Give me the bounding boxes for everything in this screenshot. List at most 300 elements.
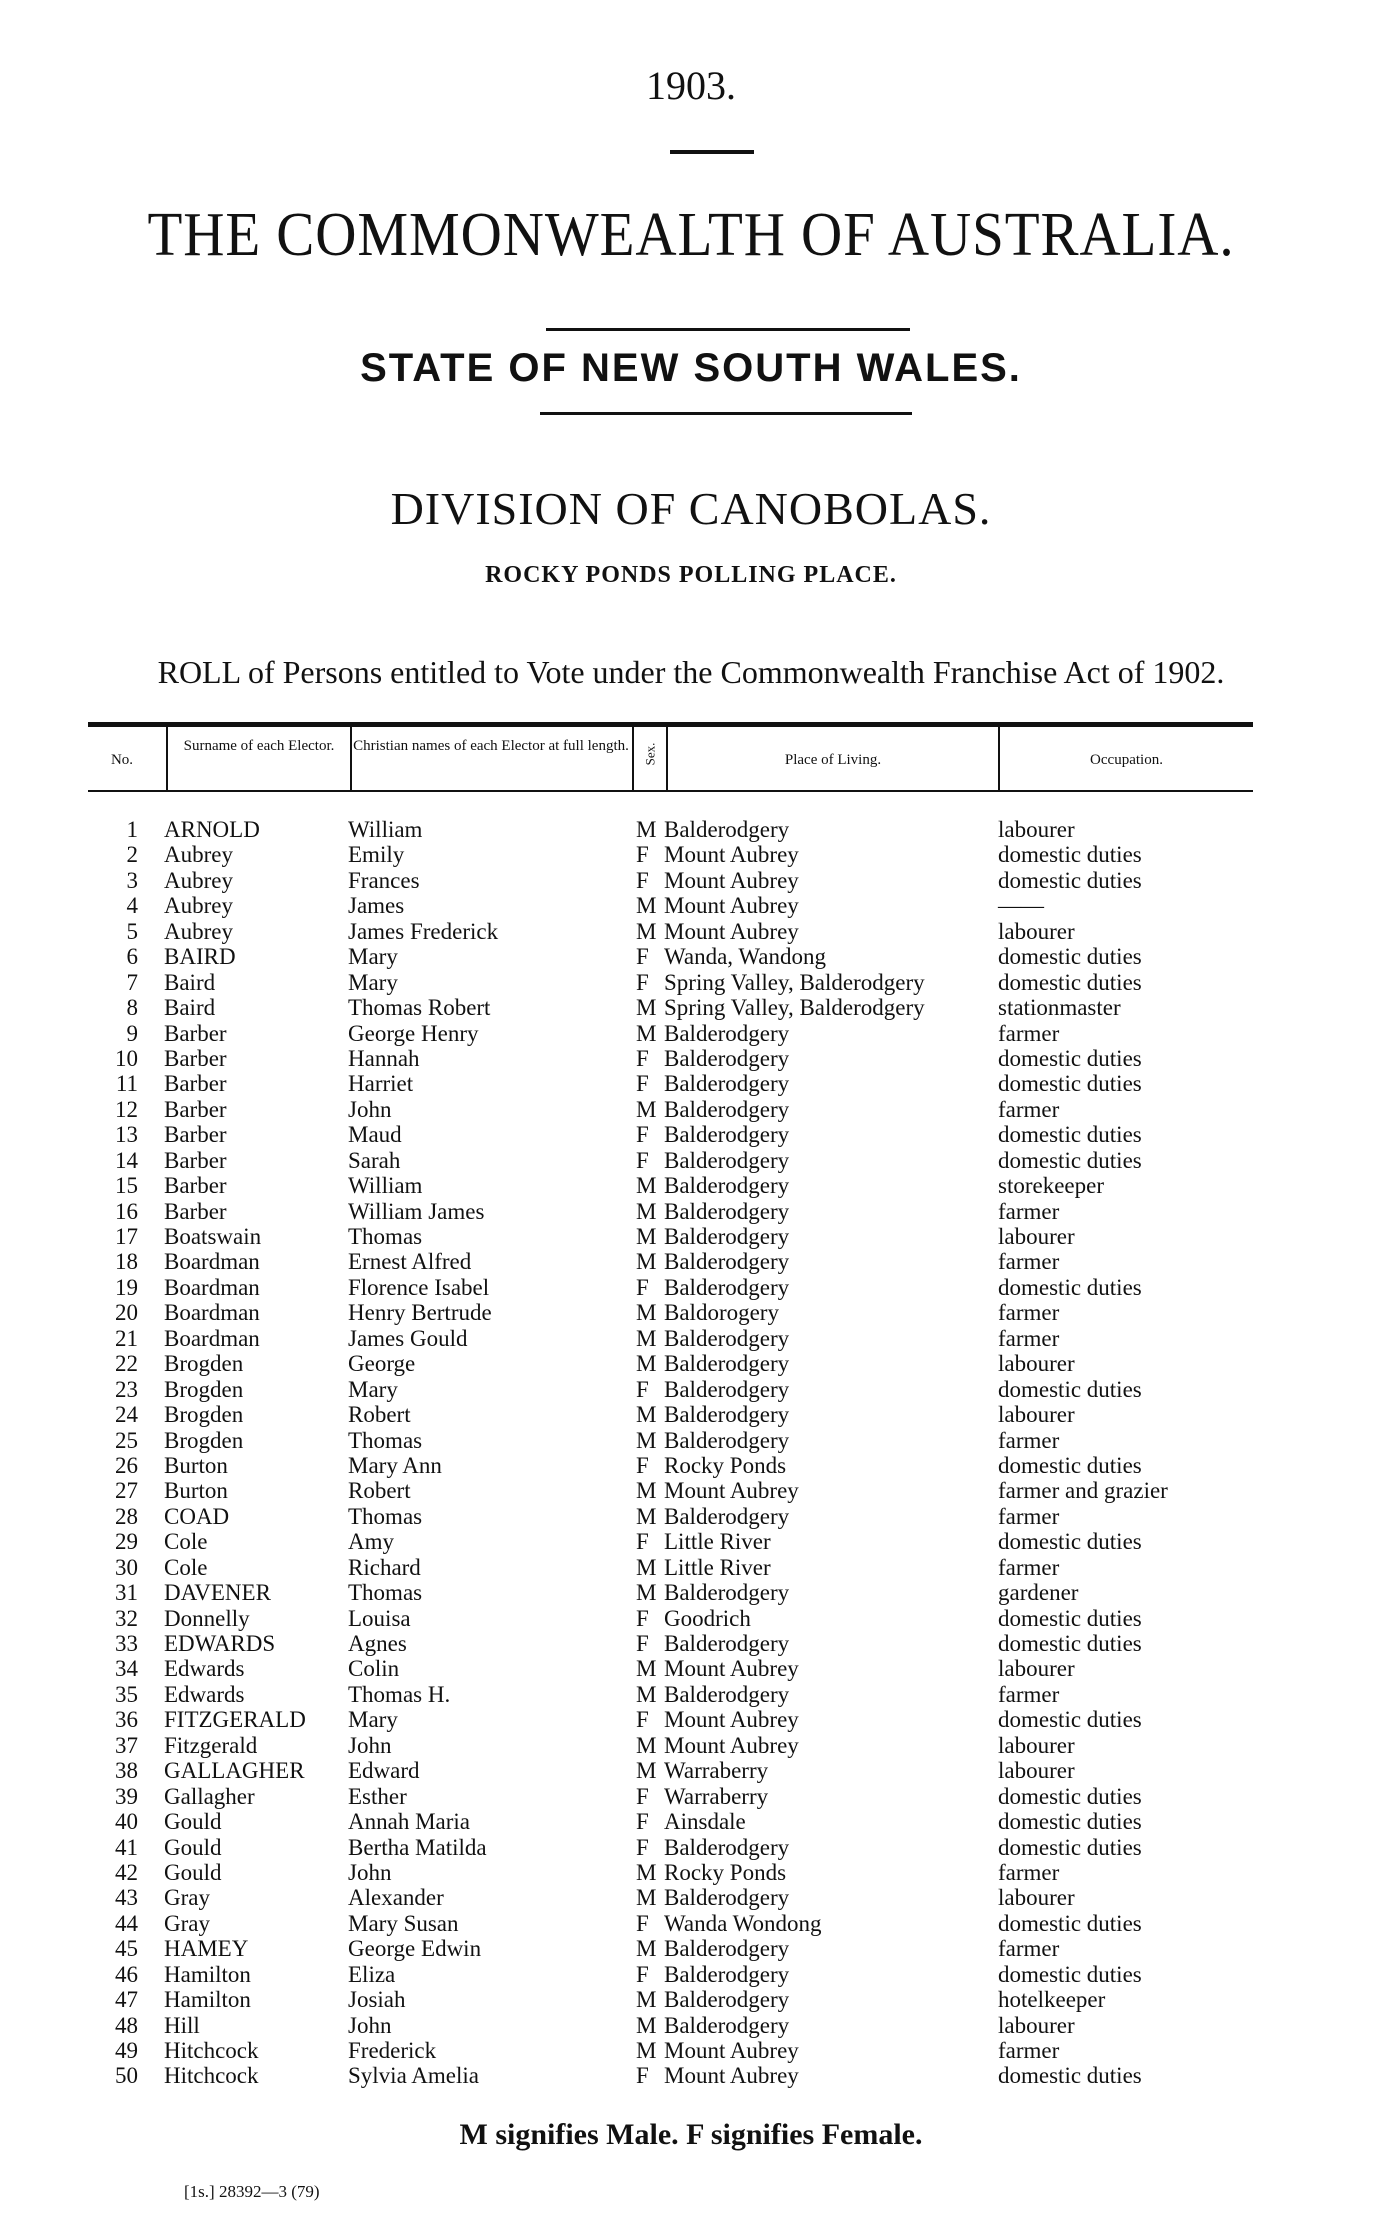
printer-imprint: [1s.] 28392—3 (79): [184, 2182, 320, 2201]
elector-place: Balderodgery: [664, 1147, 790, 1173]
elector-number: 19: [115, 1274, 138, 1300]
table-row: [0, 1784, 1382, 1809]
elector-occupation: labourer: [998, 817, 1075, 842]
elector-place: Mount Aubrey: [664, 2063, 799, 2089]
elector-surname: Brogden: [164, 1402, 244, 1428]
elector-place: Spring Valley, Balderodgery: [664, 995, 925, 1021]
elector-christian-names: Bertha Matilda: [348, 1834, 487, 1860]
elector-number: 47: [115, 1987, 138, 2013]
elector-sex: F: [636, 1961, 649, 1987]
elector-christian-names: Hannah: [348, 1045, 420, 1071]
elector-place: Mount Aubrey: [664, 2038, 799, 2063]
year-heading: 1903.: [646, 63, 736, 108]
elector-number: 31: [115, 1580, 138, 1606]
elector-sex: M: [636, 1732, 657, 1758]
elector-surname: Gray: [164, 1885, 210, 1911]
table-row: [0, 1122, 1382, 1147]
elector-occupation: labourer: [998, 1885, 1075, 1911]
elector-sex: M: [636, 1987, 657, 2013]
elector-number: 24: [115, 1402, 138, 1428]
elector-occupation: domestic duties: [998, 1452, 1142, 1478]
elector-occupation: labourer: [998, 1402, 1075, 1428]
elector-christian-names: James: [348, 893, 405, 919]
elector-number: 7: [126, 969, 138, 995]
elector-occupation: labourer: [998, 1351, 1075, 1377]
elector-place: Balderodgery: [664, 817, 790, 842]
elector-christian-names: Annah Maria: [348, 1809, 470, 1835]
elector-christian-names: Thomas: [348, 1503, 423, 1529]
table-row: [0, 1300, 1382, 1325]
elector-sex: F: [636, 867, 649, 893]
elector-number: 10: [115, 1045, 138, 1071]
elector-occupation: domestic duties: [998, 1045, 1142, 1071]
elector-surname: Gould: [164, 1809, 222, 1835]
table-row: [0, 1682, 1382, 1707]
elector-surname: Fitzgerald: [164, 1732, 258, 1758]
elector-number: 46: [115, 1961, 138, 1987]
table-row: [0, 1453, 1382, 1478]
elector-number: 9: [126, 1020, 138, 1046]
elector-number: 26: [115, 1452, 138, 1478]
elector-sex: M: [636, 1681, 657, 1707]
elector-sex: M: [636, 1096, 657, 1122]
elector-surname: Baird: [164, 969, 216, 995]
table-row: [0, 1809, 1382, 1834]
elector-christian-names: William James: [348, 1198, 485, 1224]
elector-occupation: domestic duties: [998, 1376, 1142, 1402]
elector-surname: Aubrey: [164, 893, 233, 919]
elector-place: Balderodgery: [664, 1987, 790, 2013]
elector-sex: F: [636, 1783, 649, 1809]
elector-occupation: domestic duties: [998, 969, 1142, 995]
elector-christian-names: George Edwin: [348, 1936, 482, 1962]
elector-occupation: domestic duties: [998, 1147, 1142, 1173]
elector-occupation: labourer: [998, 1656, 1075, 1682]
elector-occupation: farmer: [998, 1198, 1060, 1224]
elector-number: 50: [115, 2063, 138, 2089]
elector-sex: F: [636, 1910, 649, 1936]
column-header-no: No.: [110, 752, 134, 768]
elector-place: Goodrich: [664, 1605, 751, 1631]
elector-sex: M: [636, 918, 657, 944]
elector-place: Balderodgery: [664, 1885, 790, 1911]
elector-christian-names: Thomas: [348, 1224, 423, 1249]
elector-place: Warraberry: [664, 1783, 769, 1809]
elector-sex: F: [636, 1274, 649, 1300]
elector-surname: FITZGERALD: [164, 1707, 306, 1733]
elector-occupation: farmer: [998, 1503, 1060, 1529]
elector-place: Balderodgery: [664, 1580, 790, 1606]
elector-occupation: domestic duties: [998, 2063, 1142, 2089]
elector-sex: M: [636, 1224, 657, 1249]
elector-surname: Hitchcock: [164, 2063, 259, 2089]
elector-surname: EDWARDS: [164, 1631, 276, 1656]
elector-christian-names: Ernest Alfred: [348, 1249, 472, 1275]
elector-place: Balderodgery: [664, 1071, 790, 1097]
elector-surname: Boardman: [164, 1274, 260, 1300]
elector-christian-names: Maud: [348, 1122, 402, 1148]
elector-number: 40: [115, 1809, 138, 1835]
elector-list: [0, 817, 1382, 2089]
elector-surname: Barber: [164, 1198, 227, 1224]
elector-place: Wanda Wondong: [664, 1910, 822, 1936]
elector-sex: M: [636, 1249, 657, 1275]
column-header-surname: Surname of each Elector.: [183, 738, 335, 754]
elector-occupation: farmer: [998, 1681, 1060, 1707]
table-row: [0, 1478, 1382, 1503]
elector-sex: F: [636, 1809, 649, 1835]
polling-place-heading: ROCKY PONDS POLLING PLACE.: [485, 562, 897, 588]
elector-surname: Aubrey: [164, 842, 233, 868]
elector-place: Balderodgery: [664, 1834, 790, 1860]
elector-christian-names: Mary: [348, 1707, 398, 1733]
state-rule-top: [546, 328, 910, 331]
state-rule-bottom: [540, 412, 912, 415]
elector-occupation: farmer: [998, 1249, 1060, 1275]
elector-number: 42: [115, 1859, 138, 1885]
elector-occupation: domestic duties: [998, 1529, 1142, 1555]
elector-occupation: labourer: [998, 2012, 1075, 2038]
elector-occupation: farmer: [998, 2038, 1060, 2063]
elector-number: 25: [115, 1427, 138, 1453]
table-row: [0, 1199, 1382, 1224]
elector-number: 23: [115, 1376, 138, 1402]
elector-place: Balderodgery: [664, 1274, 790, 1300]
elector-surname: Hamilton: [164, 1961, 251, 1987]
elector-christian-names: Robert: [348, 1478, 411, 1504]
elector-sex: M: [636, 1503, 657, 1529]
table-row: [0, 1504, 1382, 1529]
elector-christian-names: William: [348, 1173, 423, 1199]
elector-place: Mount Aubrey: [664, 1707, 799, 1733]
table-row: [0, 893, 1382, 918]
table-row: [0, 1555, 1382, 1580]
elector-christian-names: Alexander: [348, 1885, 444, 1911]
elector-surname: ARNOLD: [164, 817, 260, 842]
elector-surname: Barber: [164, 1096, 227, 1122]
elector-number: 18: [115, 1249, 138, 1275]
elector-christian-names: Frederick: [348, 2038, 437, 2063]
elector-place: Balderodgery: [664, 1376, 790, 1402]
elector-place: Mount Aubrey: [664, 842, 799, 868]
table-row: [0, 1656, 1382, 1681]
table-row: [0, 868, 1382, 893]
elector-occupation: farmer: [998, 1859, 1060, 1885]
elector-number: 48: [115, 2012, 138, 2038]
year-rule: [670, 150, 754, 154]
elector-sex: M: [636, 1936, 657, 1962]
elector-christian-names: George: [348, 1351, 416, 1377]
elector-christian-names: John: [348, 1096, 392, 1122]
elector-surname: Hamilton: [164, 1987, 251, 2013]
elector-number: 39: [115, 1783, 138, 1809]
elector-surname: Hill: [164, 2012, 200, 2038]
elector-surname: Brogden: [164, 1351, 244, 1377]
elector-number: 6: [126, 944, 138, 970]
elector-christian-names: Thomas: [348, 1427, 423, 1453]
elector-sex: M: [636, 2012, 657, 2038]
elector-sex: F: [636, 1071, 649, 1097]
elector-christian-names: Amy: [348, 1529, 394, 1555]
table-row: [0, 1021, 1382, 1046]
elector-surname: Aubrey: [164, 918, 233, 944]
elector-place: Balderodgery: [664, 1096, 790, 1122]
elector-sex: F: [636, 1147, 649, 1173]
elector-sex: F: [636, 1122, 649, 1148]
elector-sex: M: [636, 1859, 657, 1885]
elector-place: Warraberry: [664, 1758, 769, 1784]
elector-christian-names: James Frederick: [348, 918, 499, 944]
elector-number: 36: [115, 1707, 138, 1733]
elector-number: 29: [115, 1529, 138, 1555]
elector-surname: Edwards: [164, 1656, 245, 1682]
elector-christian-names: Mary: [348, 1376, 398, 1402]
table-row: [0, 1326, 1382, 1351]
elector-number: 2: [126, 842, 138, 868]
elector-number: 17: [115, 1224, 138, 1249]
elector-place: Balderodgery: [664, 1173, 790, 1199]
elector-christian-names: Henry Bertrude: [348, 1300, 492, 1326]
elector-christian-names: Eliza: [348, 1961, 396, 1987]
elector-place: Mount Aubrey: [664, 918, 799, 944]
elector-surname: Gallagher: [164, 1783, 255, 1809]
elector-occupation: domestic duties: [998, 867, 1142, 893]
elector-surname: Brogden: [164, 1376, 244, 1402]
elector-sex: F: [636, 1376, 649, 1402]
elector-christian-names: Agnes: [348, 1631, 407, 1656]
elector-sex: M: [636, 1402, 657, 1428]
elector-surname: Burton: [164, 1478, 228, 1504]
table-row: [0, 1071, 1382, 1096]
table-row: [0, 1987, 1382, 2012]
elector-christian-names: Mary Susan: [348, 1910, 459, 1936]
sex-header-text: Sex.: [642, 742, 657, 766]
table-row: [0, 1275, 1382, 1300]
elector-christian-names: Robert: [348, 1402, 411, 1428]
elector-sex: M: [636, 1554, 657, 1580]
elector-occupation: labourer: [998, 1732, 1075, 1758]
elector-christian-names: Frances: [348, 867, 420, 893]
elector-place: Balderodgery: [664, 1045, 790, 1071]
elector-occupation: labourer: [998, 918, 1075, 944]
column-separator: [350, 727, 352, 790]
table-row: [0, 1707, 1382, 1732]
elector-place: Little River: [664, 1554, 771, 1580]
elector-sex: M: [636, 1325, 657, 1351]
elector-place: Baldorogery: [664, 1300, 779, 1326]
elector-number: 22: [115, 1351, 138, 1377]
elector-surname: Barber: [164, 1045, 227, 1071]
table-row: [0, 1835, 1382, 1860]
elector-place: Rocky Ponds: [664, 1859, 787, 1885]
elector-place: Balderodgery: [664, 1503, 790, 1529]
elector-sex: M: [636, 995, 657, 1021]
elector-sex: M: [636, 1351, 657, 1377]
elector-surname: GALLAGHER: [164, 1758, 305, 1784]
elector-occupation: storekeeper: [998, 1173, 1104, 1199]
elector-number: 13: [115, 1122, 138, 1148]
elector-surname: Donnelly: [164, 1605, 250, 1631]
table-row: [0, 1758, 1382, 1783]
elector-sex: F: [636, 1834, 649, 1860]
elector-number: 49: [115, 2038, 138, 2063]
elector-occupation: farmer: [998, 1300, 1060, 1326]
elector-surname: BAIRD: [164, 944, 236, 970]
elector-number: 12: [115, 1096, 138, 1122]
elector-place: Balderodgery: [664, 1351, 790, 1377]
elector-place: Mount Aubrey: [664, 1732, 799, 1758]
elector-surname: Barber: [164, 1071, 227, 1097]
elector-christian-names: Thomas Robert: [348, 995, 491, 1021]
elector-sex: M: [636, 1885, 657, 1911]
elector-occupation: domestic duties: [998, 1631, 1142, 1656]
elector-christian-names: Harriet: [348, 1071, 414, 1097]
elector-surname: DAVENER: [164, 1580, 271, 1606]
elector-number: 43: [115, 1885, 138, 1911]
elector-surname: Edwards: [164, 1681, 245, 1707]
elector-occupation: farmer: [998, 1427, 1060, 1453]
elector-christian-names: Louisa: [348, 1605, 411, 1631]
table-row: [0, 2038, 1382, 2063]
elector-surname: Barber: [164, 1173, 227, 1199]
table-row: [0, 2063, 1382, 2088]
column-header-sex: [634, 742, 666, 766]
elector-place: Balderodgery: [664, 1681, 790, 1707]
table-row: [0, 842, 1382, 867]
elector-christian-names: Mary: [348, 969, 398, 995]
elector-christian-names: Mary: [348, 944, 398, 970]
table-row: [0, 1733, 1382, 1758]
elector-surname: Burton: [164, 1452, 228, 1478]
elector-occupation: stationmaster: [998, 995, 1121, 1021]
elector-number: 20: [115, 1300, 138, 1326]
elector-surname: Hitchcock: [164, 2038, 259, 2063]
elector-sex: M: [636, 893, 657, 919]
table-row: [0, 1962, 1382, 1987]
elector-sex: F: [636, 944, 649, 970]
elector-number: 35: [115, 1681, 138, 1707]
table-row: [0, 1529, 1382, 1554]
elector-occupation: farmer: [998, 1325, 1060, 1351]
table-row: [0, 1580, 1382, 1605]
elector-number: 41: [115, 1834, 138, 1860]
elector-place: Rocky Ponds: [664, 1452, 787, 1478]
elector-occupation: farmer: [998, 1096, 1060, 1122]
elector-number: 4: [126, 893, 138, 919]
elector-occupation: labourer: [998, 1758, 1075, 1784]
elector-place: Balderodgery: [664, 1402, 790, 1428]
elector-occupation: domestic duties: [998, 1783, 1142, 1809]
elector-christian-names: Mary Ann: [348, 1452, 442, 1478]
elector-occupation: labourer: [998, 1224, 1075, 1249]
elector-surname: Boardman: [164, 1325, 260, 1351]
elector-surname: Barber: [164, 1122, 227, 1148]
elector-number: 33: [115, 1631, 138, 1656]
table-row: [0, 1936, 1382, 1961]
elector-number: 45: [115, 1936, 138, 1962]
elector-surname: Gray: [164, 1910, 210, 1936]
table-row: [0, 1097, 1382, 1122]
elector-christian-names: John: [348, 1859, 392, 1885]
column-separator: [166, 727, 168, 790]
elector-occupation: domestic duties: [998, 1605, 1142, 1631]
elector-number: 5: [126, 918, 138, 944]
elector-surname: Boardman: [164, 1300, 260, 1326]
elector-number: 16: [115, 1198, 138, 1224]
elector-number: 21: [115, 1325, 138, 1351]
elector-surname: COAD: [164, 1503, 230, 1529]
elector-place: Balderodgery: [664, 1936, 790, 1962]
elector-number: 15: [115, 1173, 138, 1199]
elector-christian-names: William: [348, 817, 423, 842]
elector-number: 27: [115, 1478, 138, 1504]
elector-place: Balderodgery: [664, 1122, 790, 1148]
elector-occupation: ——: [998, 893, 1044, 919]
elector-sex: F: [636, 969, 649, 995]
elector-number: 38: [115, 1758, 138, 1784]
elector-place: Balderodgery: [664, 1198, 790, 1224]
elector-occupation: domestic duties: [998, 1122, 1142, 1148]
table-row: [0, 2013, 1382, 2038]
elector-number: 34: [115, 1656, 138, 1682]
country-heading: THE COMMONWEALTH OF AUSTRALIA.: [147, 201, 1235, 269]
elector-sex: F: [636, 1707, 649, 1733]
sex-legend: M signifies Male. F signifies Female.: [459, 2118, 923, 2151]
elector-place: Wanda, Wandong: [664, 944, 826, 970]
elector-number: 14: [115, 1147, 138, 1173]
elector-sex: F: [636, 1529, 649, 1555]
elector-occupation: domestic duties: [998, 1071, 1142, 1097]
elector-place: Mount Aubrey: [664, 1478, 799, 1504]
table-row: [0, 1224, 1382, 1249]
table-row: [0, 1428, 1382, 1453]
elector-occupation: farmer: [998, 1936, 1060, 1962]
elector-place: Balderodgery: [664, 1427, 790, 1453]
table-row: [0, 919, 1382, 944]
elector-occupation: domestic duties: [998, 1809, 1142, 1835]
elector-sex: F: [636, 842, 649, 868]
table-row: [0, 1148, 1382, 1173]
column-header-place: Place of Living.: [784, 752, 882, 768]
elector-place: Ainsdale: [664, 1809, 746, 1835]
elector-christian-names: Josiah: [348, 1987, 406, 2013]
elector-sex: F: [636, 1631, 649, 1656]
elector-christian-names: John: [348, 2012, 392, 2038]
roll-title: ROLL of Persons entitled to Vote under the Commonwealth Franchise Act of 1902.: [157, 654, 1225, 690]
division-heading: DIVISION OF CANOBOLAS.: [390, 483, 992, 534]
elector-surname: Gould: [164, 1834, 222, 1860]
elector-sex: M: [636, 1173, 657, 1199]
elector-sex: M: [636, 1580, 657, 1606]
elector-occupation: domestic duties: [998, 1274, 1142, 1300]
table-row: [0, 1911, 1382, 1936]
elector-sex: M: [636, 1427, 657, 1453]
elector-sex: F: [636, 1045, 649, 1071]
elector-christian-names: Sarah: [348, 1147, 401, 1173]
elector-place: Mount Aubrey: [664, 867, 799, 893]
elector-surname: HAMEY: [164, 1936, 249, 1962]
elector-number: 37: [115, 1732, 138, 1758]
elector-surname: Barber: [164, 1020, 227, 1046]
elector-christian-names: Thomas H.: [348, 1681, 451, 1707]
elector-christian-names: John: [348, 1732, 392, 1758]
elector-number: 30: [115, 1554, 138, 1580]
elector-christian-names: Emily: [348, 842, 405, 868]
elector-place: Mount Aubrey: [664, 893, 799, 919]
table-row: [0, 1046, 1382, 1071]
elector-sex: M: [636, 2038, 657, 2063]
elector-number: 11: [115, 1071, 138, 1097]
